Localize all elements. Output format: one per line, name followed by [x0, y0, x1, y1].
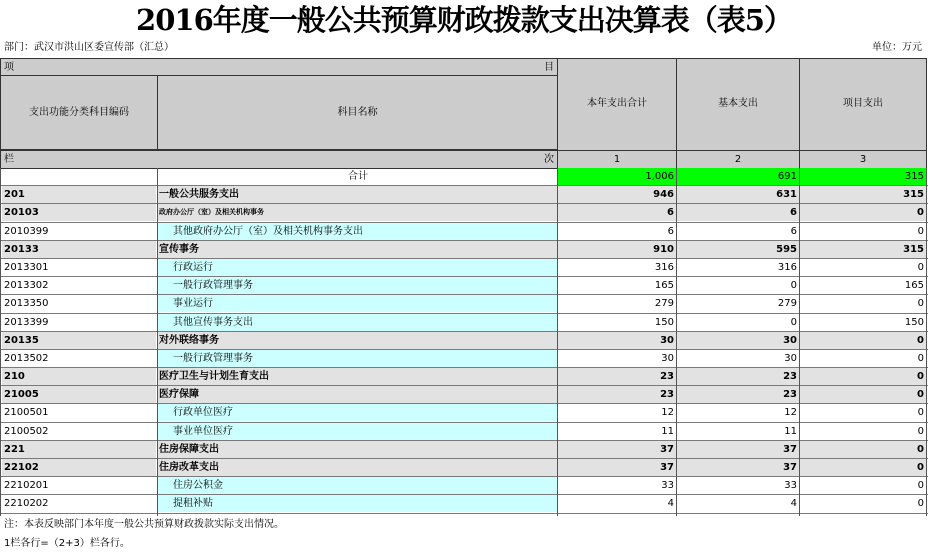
row-project-amount: 0 [917, 298, 924, 310]
row-total-amount: 23 [558, 368, 676, 385]
row-basic-amount: 316 [777, 261, 797, 273]
row-total-amount: 37 [558, 441, 676, 458]
table-row [0, 459, 928, 477]
row-basic-amount: 4 [790, 498, 797, 510]
row-project-amount: 0 [800, 332, 926, 349]
header-name-label: 科目名称 [337, 107, 378, 118]
row-code: 2210202 [4, 498, 49, 510]
row-name: 其他宣传事务支出 [157, 314, 557, 331]
row-code: 2013302 [4, 280, 49, 292]
row-name: 行政单位医疗 [157, 404, 557, 421]
header-ci: 次 [544, 154, 554, 165]
row-code: 2100501 [4, 407, 49, 419]
table-row [0, 386, 928, 404]
row-total-amount: 11 [661, 425, 674, 437]
row-basic-amount: 279 [777, 298, 797, 310]
row-name: 对外联络事务 [157, 332, 557, 349]
row-basic-amount: 0 [790, 280, 797, 292]
row-code: 2013399 [4, 316, 49, 328]
header-code-label: 支出功能分类科目编码 [29, 107, 129, 118]
footnote-2: 1栏各行=（2+3）栏各行。 [4, 538, 130, 549]
row-project-amount: 315 [800, 241, 926, 258]
row-project-amount: 0 [800, 386, 926, 403]
header-col2 [676, 58, 800, 151]
row-code: 2013502 [4, 352, 49, 364]
row-total-amount: 316 [654, 261, 674, 273]
header-num1-label: 1 [613, 154, 621, 165]
table-body [0, 168, 928, 514]
row-basic-amount: 691 [677, 168, 799, 185]
table-row [0, 441, 928, 459]
row-name: 事业单位医疗 [157, 423, 557, 440]
header-col1-label: 本年支出合计 [587, 98, 647, 109]
row-total-amount: 150 [654, 316, 674, 328]
row-code: 21005 [2, 386, 156, 403]
table-row [0, 350, 928, 368]
row-total-amount: 946 [558, 186, 676, 203]
grid-line [557, 168, 558, 516]
header-col1 [557, 58, 677, 151]
row-project-amount: 0 [917, 425, 924, 437]
header-num3 [799, 150, 927, 169]
header-lanci-band [0, 150, 558, 169]
header-xiang: 项 [4, 62, 14, 73]
row-name: 事业运行 [157, 295, 557, 312]
row-total-amount: 30 [661, 352, 674, 364]
header-num2-label: 2 [734, 154, 742, 165]
row-project-amount: 0 [917, 352, 924, 364]
row-code: 221 [2, 441, 156, 458]
row-name: 宣传事务 [157, 241, 557, 258]
row-project-amount: 150 [904, 316, 924, 328]
row-basic-amount: 595 [677, 241, 799, 258]
row-name: 医疗卫生与计划生育支出 [157, 368, 557, 385]
row-total-amount: 23 [558, 386, 676, 403]
row-project-amount: 0 [917, 225, 924, 237]
row-name: 住房保障支出 [157, 441, 557, 458]
row-project-amount: 315 [800, 186, 926, 203]
row-project-amount: 0 [800, 204, 926, 221]
row-name: 一般行政管理事务 [157, 350, 557, 367]
header-lan: 栏 [4, 154, 14, 165]
row-name: 行政运行 [157, 259, 557, 276]
header-code-col [0, 75, 158, 150]
row-total-amount: 6 [558, 204, 676, 221]
table-row [0, 241, 928, 259]
table-row [0, 368, 928, 386]
row-project-amount: 0 [917, 407, 924, 419]
row-basic-amount: 12 [784, 407, 797, 419]
unit-label: 单位：万元 [872, 42, 922, 53]
grid-line [157, 168, 158, 516]
row-project-amount: 0 [917, 261, 924, 273]
row-code: 201 [2, 186, 156, 203]
row-total-amount: 4 [667, 498, 674, 510]
grid-line [799, 168, 800, 516]
table-row [0, 332, 928, 350]
row-basic-amount: 23 [677, 368, 799, 385]
row-code: 20103 [2, 204, 156, 221]
header-mu: 目 [544, 62, 554, 73]
header-col2-label: 基本支出 [718, 98, 758, 109]
row-total-amount: 910 [558, 241, 676, 258]
row-project-amount: 0 [800, 459, 926, 476]
row-project-amount: 0 [800, 441, 926, 458]
row-name: 一般行政管理事务 [157, 277, 557, 294]
row-basic-amount: 30 [784, 352, 797, 364]
header-col3-label: 项目支出 [843, 98, 883, 109]
table-row [0, 204, 928, 222]
row-basic-amount: 6 [790, 225, 797, 237]
row-name: 一般公共服务支出 [157, 186, 557, 203]
footnote-1: 注：本表反映部门本年度一般公共预算财政拨款实际支出情况。 [4, 519, 284, 530]
row-total-amount: 33 [661, 480, 674, 492]
row-total-amount: 12 [661, 407, 674, 419]
table-row [0, 404, 928, 422]
row-code: 20135 [2, 332, 156, 349]
row-total-amount: 279 [654, 298, 674, 310]
header-num3-label: 3 [859, 154, 867, 165]
row-total-amount: 37 [558, 459, 676, 476]
row-name: 住房公积金 [157, 477, 557, 494]
row-project-amount: 0 [917, 480, 924, 492]
grid-line [676, 168, 677, 516]
row-code: 2013301 [4, 261, 49, 273]
row-total-amount: 165 [654, 280, 674, 292]
table-row [0, 186, 928, 204]
header-num1 [557, 150, 677, 169]
row-project-amount: 0 [800, 368, 926, 385]
row-basic-amount: 0 [790, 316, 797, 328]
table-row [0, 423, 928, 441]
row-code: 2100502 [4, 425, 49, 437]
grid-line [0, 168, 1, 516]
row-basic-amount: 6 [677, 204, 799, 221]
department-label: 部门：武汉市洪山区委宣传部（汇总） [4, 42, 174, 53]
row-project-amount: 165 [904, 280, 924, 292]
row-code: 22102 [2, 459, 156, 476]
header-col3 [799, 58, 927, 151]
table-row [0, 223, 928, 241]
row-name: 提租补贴 [157, 495, 557, 512]
table-row [0, 495, 928, 513]
row-total-amount: 30 [558, 332, 676, 349]
row-basic-amount: 11 [784, 425, 797, 437]
row-total-amount: 1,006 [558, 168, 676, 185]
header-num2 [676, 150, 800, 169]
row-code: 20133 [2, 241, 156, 258]
table-row-total [0, 168, 928, 186]
row-code: 2210201 [4, 480, 49, 492]
row-code: 2013350 [4, 298, 49, 310]
row-code: 210 [2, 368, 156, 385]
row-basic-amount: 631 [677, 186, 799, 203]
row-project-amount: 0 [917, 498, 924, 510]
row-basic-amount: 37 [677, 459, 799, 476]
table-row [0, 295, 928, 313]
table-row [0, 277, 928, 295]
table-row [0, 259, 928, 277]
row-basic-amount: 33 [784, 480, 797, 492]
row-project-amount: 315 [800, 168, 926, 185]
row-name: 住房改革支出 [157, 459, 557, 476]
row-name: 合计 [348, 171, 368, 182]
grid-line [926, 168, 927, 516]
row-total-amount: 6 [667, 225, 674, 237]
row-code: 2010399 [4, 225, 49, 237]
table-row [0, 314, 928, 332]
header-name-col [157, 75, 558, 150]
row-name: 其他政府办公厅（室）及相关机构事务支出 [157, 223, 557, 240]
header-xiangmu-band [0, 58, 558, 76]
row-basic-amount: 23 [677, 386, 799, 403]
row-basic-amount: 37 [677, 441, 799, 458]
table-row [0, 477, 928, 495]
row-name: 政府办公厅（室）及相关机构事务 [157, 204, 557, 221]
row-name: 医疗保障 [157, 386, 557, 403]
row-basic-amount: 30 [677, 332, 799, 349]
report-title: 2016年度一般公共预算财政拨款支出决算表（表5） [136, 3, 792, 37]
